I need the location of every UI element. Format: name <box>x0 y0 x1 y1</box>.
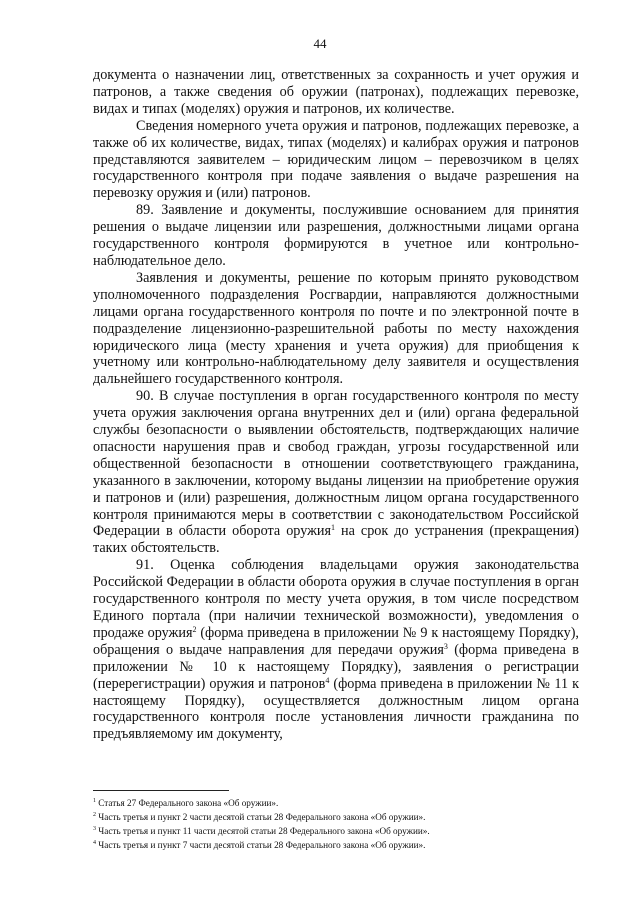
footnote-4 <box>93 838 579 852</box>
footnote-ref-2: 2 <box>192 624 197 634</box>
footnote-number: 1 <box>93 798 96 804</box>
footnote-text: Часть третья и пункт 11 части десятой статьи 28 Федерального закона «Об оружии». <box>98 826 430 836</box>
paragraph-91-text-2: (форма приведена в приложении № 9 к настоящему Порядку), обращения о выдаче направления для передачи оружия <box>93 624 579 658</box>
page-number: 44 <box>313 36 327 51</box>
paragraph-applications: Заявления и документы, решение по которым принято руководством уполномоченного подразделения Росгвардии, направляются должностными лицами органа государственного контроля по почте и по электронной почте в подразделение лицензионно-разрешительной работы по месту нахождения юридического лица (месту хранения и учета оружия) для приобщения к учетному или контрольно-наблюдательному делу заявителя и осуществления дальнейшего государственного контроля. <box>93 269 579 388</box>
footnote-text: Статья 27 Федерального закона «Об оружии». <box>98 798 279 808</box>
paragraph-91-text-1: 91. Оценка соблюдения владельцами оружия законодательства Российской Федерации в области оборота оружия в случае поступления в орган государственного контроля по месту учета оружия, в том числе посредством Единого портала (при наличии технической возможности), уведомления о продаже оружия <box>93 557 579 641</box>
footnote-2 <box>93 810 579 824</box>
footnote-number: 3 <box>93 826 96 832</box>
footnote-ref-3: 3 <box>443 641 448 651</box>
paragraph-91-text-3: (форма приведена в приложении № 10 к настоящему Порядку), заявления о регистрации (перерегистрации) оружия и патронов <box>93 641 579 692</box>
paragraph-91 <box>93 557 579 743</box>
footnote-number: 4 <box>93 840 96 846</box>
paragraph-continuation: документа о назначении лиц, ответственных за сохранность и учет оружия и патронов, а также сведения об оружии (патронах), подлежащих перевозке, видах и типах (моделях) оружия и патронов, их количестве. <box>93 67 579 117</box>
document-body <box>93 67 579 743</box>
paragraph-91-text-4: (форма приведена в приложении № 11 к настоящему Порядку), осуществляется должностным лицом органа государственного контроля после установления личности гражданина по предъявляемому им документу, <box>93 675 579 743</box>
footnote-ref-1: 1 <box>331 523 336 533</box>
footnote-3 <box>93 824 579 838</box>
paragraph-90-text: 90. В случае поступления в орган государственного контроля по месту учета оружия заключения органа внутренних дел и (или) органа федеральной службы безопасности о выявлении обстоятельств, подтверждающих наличие опасности нарушения прав и свобод граждан, угрозы государственной или общественной безопасности в отношении соответствующего гражданина, указанного в заключении, которому выданы лицензии на приобретение оружия и патронов и (или) разрешения, должностным лицом органа государственного контроля принимаются меры в соответствии с законодательством Российской Федерации в области оборота оружия <box>93 388 579 540</box>
paragraph-89: 89. Заявление и документы, послужившие основанием для принятия решения о выдаче лицензии или разрешения, должностными лицами органа государственного контроля формируются в учетное или контрольно-наблюдательное дело. <box>93 202 579 269</box>
paragraph-weapon-records: Сведения номерного учета оружия и патронов, подлежащих перевозке, а также об их количестве, видах, типах (моделях) и калибрах оружия и патронов представляются заявителем – юридическим лицом – перевозчиком в целях государственного контроля при подаче заявления о выдаче разрешения на перевозку оружия и (или) патронов. <box>93 117 579 202</box>
footnotes <box>93 796 579 852</box>
footnote-number: 2 <box>93 812 96 818</box>
paragraph-90 <box>93 388 579 557</box>
paragraph-90-text-end: на срок до устранения (прекращения) таких обстоятельств. <box>93 523 580 557</box>
footnote-text: Часть третья и пункт 7 части десятой статьи 28 Федерального закона «Об оружии». <box>98 840 426 850</box>
footnote-separator <box>93 790 229 791</box>
footnote-1 <box>93 796 579 810</box>
footnote-ref-4: 4 <box>325 675 330 685</box>
footnote-text: Часть третья и пункт 2 части десятой статьи 28 Федерального закона «Об оружии». <box>98 812 426 822</box>
